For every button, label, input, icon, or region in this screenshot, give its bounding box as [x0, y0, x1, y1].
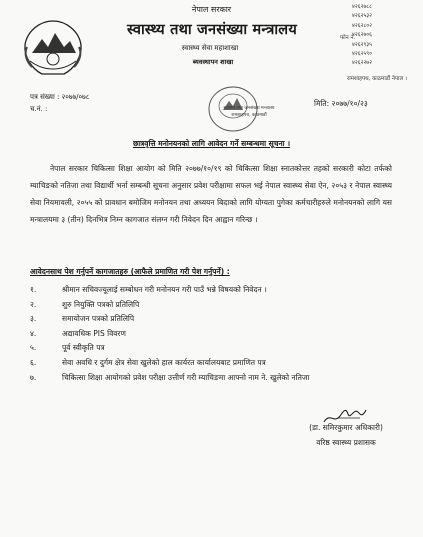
phone-number: ४२६२५३२ [352, 13, 373, 20]
nepal-emblem-icon [18, 17, 88, 79]
item-text: श्रीमान सचिवज्यूलाई सम्बोधन गरी मनोनयन गरी पाउँ भन्ने विषयको निवेदन । [62, 285, 267, 294]
letter-number: पत्र संख्या : २०७७/०७८ [30, 93, 90, 101]
list-item [30, 283, 390, 298]
item-number: ३. [30, 314, 37, 324]
item-number: ५. [30, 343, 37, 353]
branch-name: ब्यवस्थापन शाखा [192, 58, 234, 66]
government-name: नेपाल सरकार [191, 5, 232, 14]
documents-heading: आवेदनसाथ पेश गर्नुपर्ने कागजातहरु (आफैले प्रमाणित गरी पेश गर्नुपर्ने) : [30, 267, 230, 276]
list-item [30, 356, 390, 371]
item-text: पूर्व स्वीकृति पत्र [62, 343, 105, 353]
notice-body: नेपाल सरकार चिकित्सा शिक्षा आयोग को मिति २०७७/१०/१९ को चिकित्सा शिक्षा स्नातकोत्तर तहको सरकारी कोटा तर्फको म्याचिङको नतिजा तथा विद्यार्थी भर्ना सम्बन्धी सूचना अनुसार प्रवेश परीक्षामा सफल भई नेपाल स्वास्थ्य सेवा ऐन, २०५३ र नेपाल स्वास्थ्य सेवा नियमावली, २०५५ को प्रावधान बमोजिम मनोनयन तथा अध्ययन बिदाको लागि योग्यता पुगेका कर्मचारीहरुले मनोनयनको लागि यस मन्त्रालयमा ३ (तीन) दिनभित्र निम्न कागजात संलग्न गरी निवेदन दिन आह्वान गरिन्छ । [30, 164, 392, 224]
item-text: सेवा अवधि र दुर्गम क्षेत्र सेवा खुलेको हाल कार्यरत कार्यालयबाट प्रमाणित पत्र [62, 357, 266, 367]
item-text: समायोजन पत्रको प्रतिलिपि [62, 314, 135, 324]
item-number: ६. [30, 357, 37, 367]
list-item [30, 312, 390, 327]
list-item [30, 327, 390, 342]
phone-number: ४२६२७८८ [352, 4, 373, 10]
item-text: शुरु नियुक्ति पत्रको प्रतिलिपि [62, 299, 140, 309]
item-text: अद्यावधिक PIS विवरण [62, 328, 126, 338]
phone-number: ४२६२९३५ [352, 41, 373, 48]
phone-number: ४२६२७०६ [352, 32, 373, 39]
signer-title: वरिष्ठ स्वास्थ्य प्रशासक [316, 438, 376, 447]
department-name: स्वास्थ्य सेवा महाशाखा [181, 44, 239, 52]
ministry-name: स्वास्थ्य तथा जनसंख्या मन्त्रालय [127, 22, 297, 38]
phone-number: ४२६२५९० [352, 51, 373, 58]
signer-name: (डा. समिरकुमार अधिकारी) [309, 423, 383, 432]
phone-number: ४२६२२७२ [352, 60, 373, 67]
phone-label: फोन नं. [340, 35, 356, 41]
office-address: रामशाहपथ, काठमाडौं नेपाल । [347, 76, 408, 82]
item-number: ७. [30, 372, 37, 382]
stamp-text: स्वास्थ्य तथा जनसंख्या मन्त्रालय रामशाहपथ, काठमाडौं [223, 106, 275, 118]
item-number: २. [30, 299, 37, 309]
letter-date: मिति: २०७७/१०/२३ [314, 99, 368, 108]
list-item [30, 298, 390, 313]
list-item [30, 341, 390, 356]
notice-subject: छात्रवृत्ति मनोनयनको लागि आवेदन गर्ने सम्बन्धमा सूचना । [132, 139, 291, 148]
item-number: १. [30, 285, 37, 294]
phone-number: ४२६२८०२ [352, 22, 373, 29]
documents-list [30, 283, 390, 385]
item-number: ४. [30, 328, 37, 338]
dispatch-number: च.नं. : [30, 105, 48, 113]
item-text: चिकित्सा शिक्षा आयोगको प्रवेश परीक्षा उत्तीर्ण गरी म्याचिङमा आफ्नो नाम ने. खुलेको नतिजा [62, 372, 310, 382]
list-item [30, 371, 390, 386]
